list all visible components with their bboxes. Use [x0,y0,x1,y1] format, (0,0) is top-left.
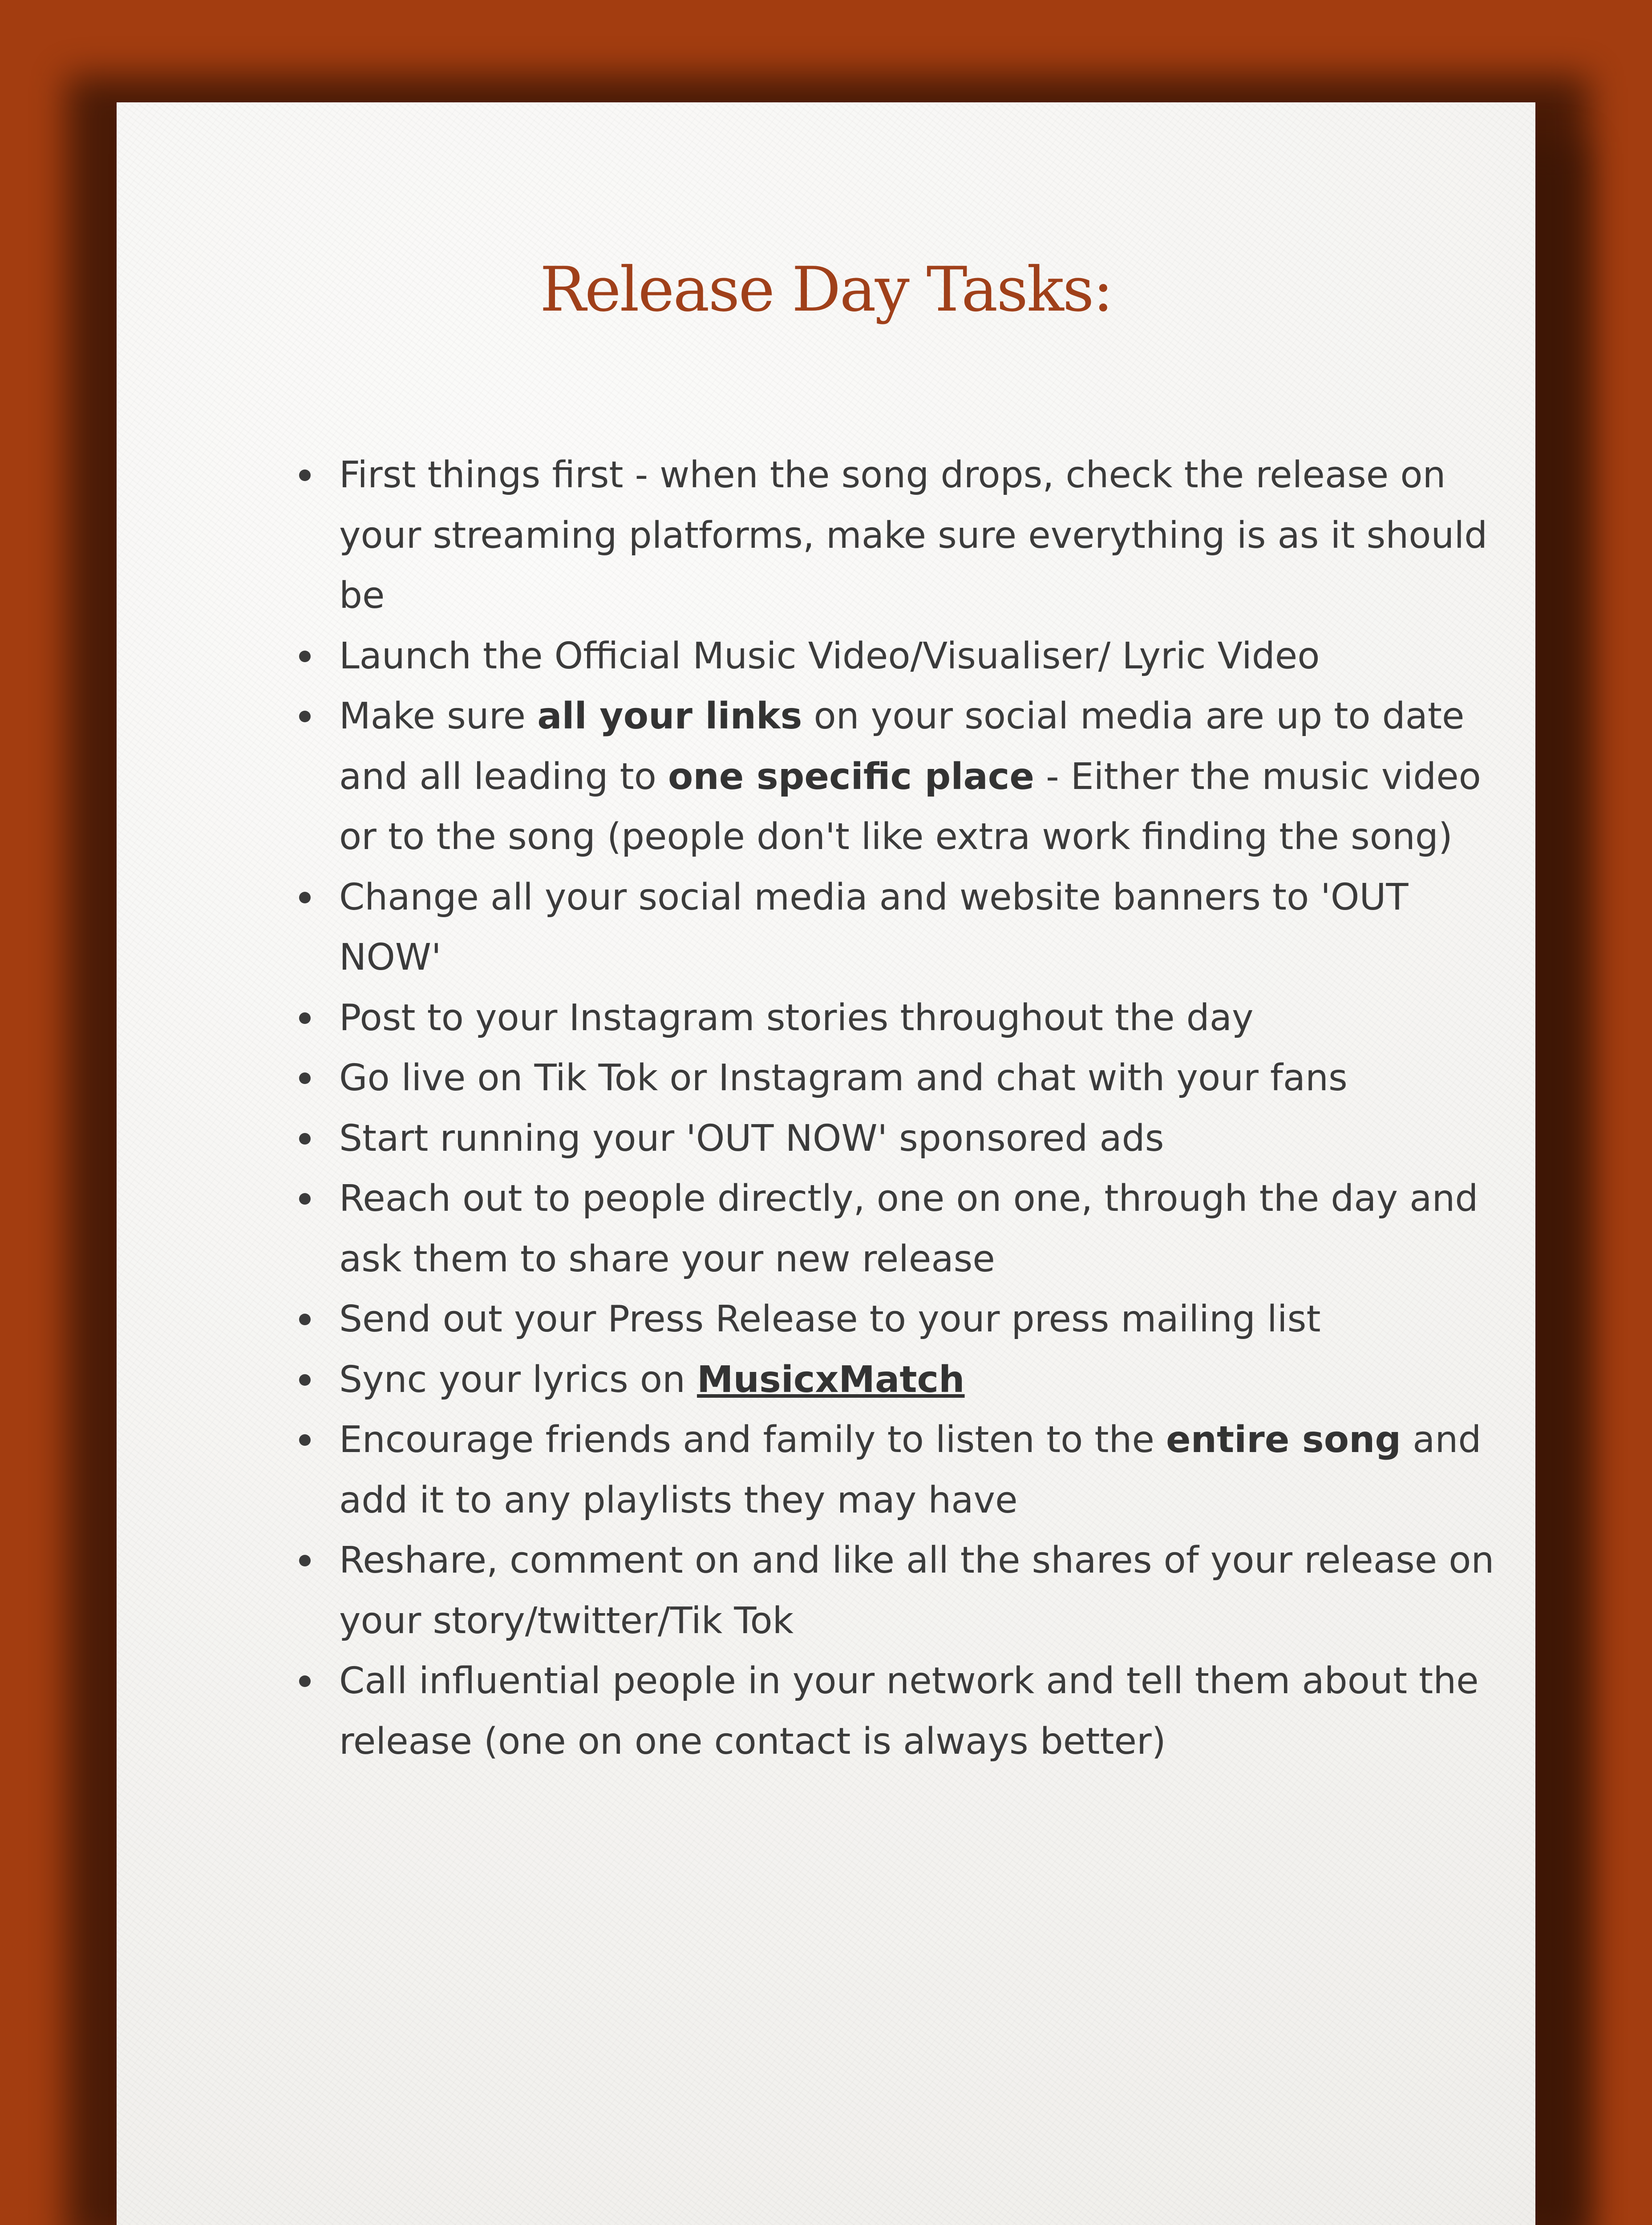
task-text: Send out your Press Release to your press mailing list [339,1298,1321,1340]
bullet-dot-icon [299,1555,311,1566]
task-item [339,1048,1514,1108]
task-item [339,1169,1514,1289]
task-text: Post to your Instagram stories throughout the day [339,996,1254,1039]
bullet-dot-icon [299,469,311,481]
task-text: and add it to any playlists they may have [339,1419,1482,1521]
task-text: Change all your social media and website banners to 'OUT NOW' [339,876,1409,979]
task-item [339,1350,1514,1410]
bullet-dot-icon [299,711,311,722]
task-item [339,1530,1514,1651]
task-text: Encourage friends and family to listen to the [339,1419,1166,1461]
task-text: Go live on Tik Tok or Instagram and chat with your fans [339,1057,1348,1099]
bullet-dot-icon [299,1012,311,1024]
bullet-dot-icon [299,651,311,662]
task-item [339,1108,1514,1169]
bullet-dot-icon [299,1314,311,1325]
task-item [339,626,1514,687]
bullet-dot-icon [299,892,311,903]
task-text: Start running your 'OUT NOW' sponsored ads [339,1117,1164,1160]
task-item [339,686,1514,867]
task-item [339,1651,1514,1772]
task-item [339,1289,1514,1350]
task-emphasis: all your links [537,695,802,737]
task-item [339,867,1514,988]
paper-card [117,102,1535,2225]
task-text: First things first - when the song drops, check the release on your streaming platforms, make sure everything is as it should be [339,454,1488,617]
task-item [339,988,1514,1048]
task-text: Reshare, comment on and like all the shares of your release on your story/twitter/Tik Tok [339,1539,1494,1642]
page-title: Release Day Tasks: [539,254,1113,325]
task-emphasis: one specific place [668,755,1035,798]
bullet-dot-icon [299,1434,311,1446]
bullet-dot-icon [299,1133,311,1145]
task-text: Sync your lyrics on [339,1358,697,1401]
bullet-dot-icon [299,1675,311,1687]
musicxmatch-link[interactable]: MusicxMatch [697,1358,965,1401]
task-item [339,445,1514,626]
task-text: - Either the music video or to the song (people don't like extra work finding the song) [339,755,1481,858]
task-text: on your social media are up to date and all leading to [339,695,1465,798]
task-text: Reach out to people directly, one on one, through the day and ask them to share your new release [339,1177,1478,1280]
task-emphasis: entire song [1166,1419,1401,1461]
bullet-dot-icon [299,1072,311,1084]
task-text: Call influential people in your network and tell them about the release (one on one contact is always better) [339,1660,1479,1763]
task-item [339,1410,1514,1530]
bullet-dot-icon [299,1374,311,1386]
task-text: Make sure [339,695,538,737]
task-text: Launch the Official Music Video/Visualiser/ Lyric Video [339,635,1320,677]
task-list [339,445,1514,1772]
bullet-dot-icon [299,1193,311,1205]
